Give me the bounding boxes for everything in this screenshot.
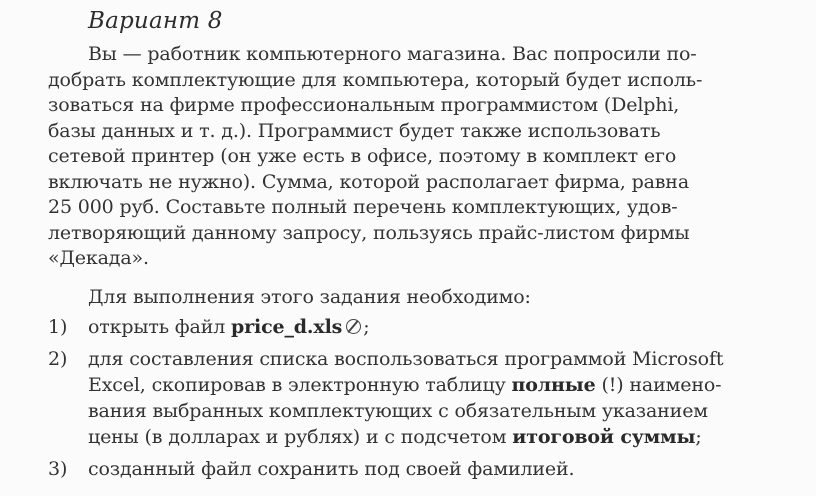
paragraph-line: сетевой принтер (он уже есть в офисе, поэтому в комплект его	[48, 145, 677, 167]
paragraph-line: зоваться на фирме профессиональным программистом (Delphi,	[48, 94, 680, 116]
disc-icon	[346, 319, 361, 334]
paragraph-line: включать не нужно). Сумма, которой располагает фирма, равна	[48, 170, 690, 193]
item-text: (!) наимено-	[595, 374, 722, 396]
paragraph-line: летворяющий данному запросу, пользуясь прайс-листом фирмы	[48, 221, 690, 244]
list-number: 1)	[48, 316, 68, 338]
item-text: открыть файл	[88, 316, 232, 338]
list-number: 3)	[48, 458, 68, 480]
item-text: вания выбранных комплектующих с обязательным указанием	[88, 400, 708, 422]
item-text: созданный файл сохранить под своей фамилией.	[88, 458, 575, 480]
task-paragraph	[48, 42, 768, 272]
item-text: ;	[695, 426, 702, 448]
requirements-heading: Для выполнения этого задания необходимо:	[88, 286, 531, 308]
list-number: 2)	[48, 348, 68, 370]
emphasis-text: полные	[511, 374, 596, 396]
paragraph-line: «Декада».	[48, 247, 149, 269]
item-text: ;	[363, 316, 370, 338]
emphasis-text: итоговой суммы	[512, 426, 696, 448]
file-name: price_d.xls	[231, 316, 343, 338]
paragraph-line: добрать комплектующие для компьютера, который будет исполь-	[48, 68, 703, 91]
paragraph-line: базы данных и т. д.). Программист будет также использовать	[48, 119, 661, 142]
paragraph-line: Вы — работник компьютерного магазина. Вас попросили по-	[88, 43, 697, 65]
list-item-3	[48, 456, 574, 482]
item-text: цены (в долларах и рублях) и с подсчетом	[88, 426, 513, 448]
list-item-2	[48, 346, 723, 450]
variant-title: Вариант 8	[88, 8, 223, 34]
item-text: для составления списка воспользоваться программой Microsoft	[88, 348, 724, 370]
item-text: Excel, скопировав в электронную таблицу	[88, 374, 512, 396]
list-item-1	[48, 314, 369, 340]
paragraph-line: 25 000 руб. Составьте полный перечень комплектующих, удов-	[48, 196, 678, 218]
